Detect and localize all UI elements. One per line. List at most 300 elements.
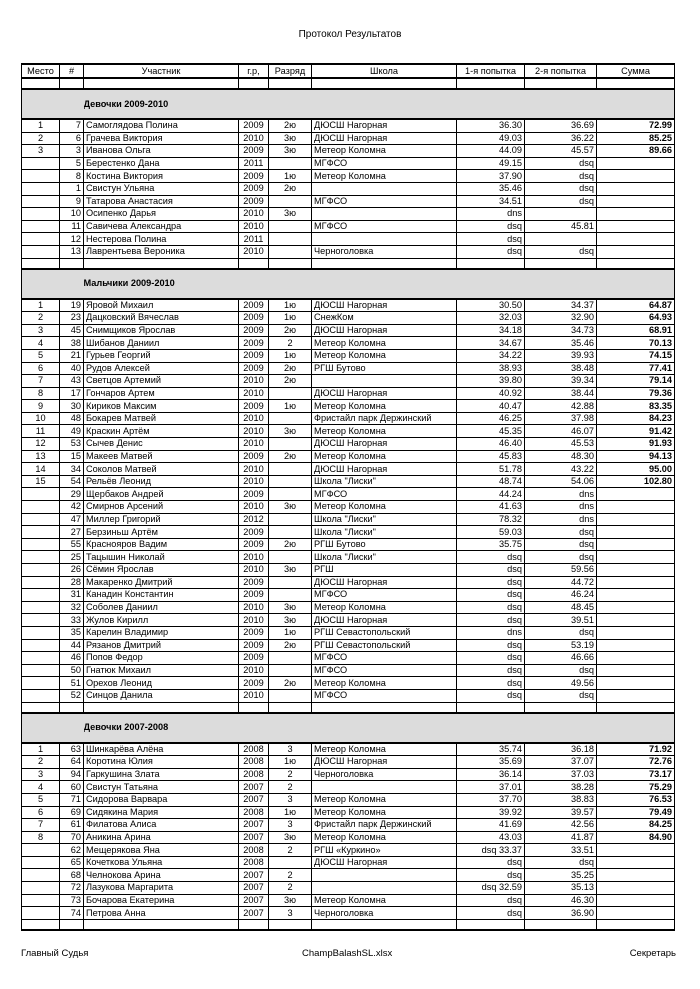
cell-run2: 33.51 — [525, 844, 597, 857]
cell-run2: 45.53 — [525, 438, 597, 451]
spacer-cell — [525, 702, 597, 713]
result-row — [22, 844, 675, 857]
cell-year: 2007 — [239, 831, 269, 844]
cell-school: Фристайл парк Держинский — [312, 412, 457, 425]
cell-total — [597, 182, 675, 195]
cell-total: 95.00 — [597, 463, 675, 476]
cell-name: Берестенко Дана — [84, 157, 239, 170]
cell-rank: 2ю — [269, 119, 312, 132]
cell-run1: dsq — [457, 245, 525, 258]
cell-run1: 51.78 — [457, 463, 525, 476]
result-row — [22, 538, 675, 551]
group-spacer-row — [22, 702, 675, 713]
cell-bib: 10 — [60, 208, 84, 221]
cell-year: 2008 — [239, 756, 269, 769]
cell-place — [22, 601, 60, 614]
cell-bib: 48 — [60, 412, 84, 425]
cell-run2: 53.19 — [525, 639, 597, 652]
cell-rank — [269, 195, 312, 208]
cell-place — [22, 664, 60, 677]
cell-total: 64.87 — [597, 299, 675, 312]
cell-bib: 68 — [60, 869, 84, 882]
cell-rank — [269, 589, 312, 602]
cell-run2: 36.90 — [525, 907, 597, 920]
spacer-cell — [525, 919, 597, 930]
result-row — [22, 220, 675, 233]
cell-total — [597, 170, 675, 183]
cell-rank — [269, 412, 312, 425]
cell-name: Миллер Григорий — [84, 513, 239, 526]
cell-school — [312, 182, 457, 195]
cell-bib: 50 — [60, 664, 84, 677]
cell-run1: dsq — [457, 601, 525, 614]
cell-rank — [269, 475, 312, 488]
cell-name: Тацышин Николай — [84, 551, 239, 564]
cell-place: 4 — [22, 781, 60, 794]
cell-rank: 2 — [269, 882, 312, 895]
group-title-row — [22, 713, 675, 743]
cell-school: ДЮСШ Нагорная — [312, 132, 457, 145]
cell-run1: 35.46 — [457, 182, 525, 195]
cell-name: Макеев Матвей — [84, 450, 239, 463]
cell-total — [597, 195, 675, 208]
spacer-cell — [269, 78, 312, 89]
cell-school: Метеор Коломна — [312, 601, 457, 614]
header-school: Школа — [312, 64, 457, 78]
spacer-cell — [312, 78, 457, 89]
cell-bib: 26 — [60, 564, 84, 577]
cell-place — [22, 589, 60, 602]
cell-year: 2010 — [239, 438, 269, 451]
cell-place: 12 — [22, 438, 60, 451]
cell-run1: dsq — [457, 856, 525, 869]
cell-name: Осипенко Дарья — [84, 208, 239, 221]
cell-name: Гаркушина Злата — [84, 768, 239, 781]
results-table-container — [21, 63, 674, 931]
cell-year: 2010 — [239, 132, 269, 145]
cell-year: 2010 — [239, 412, 269, 425]
cell-rank: 1ю — [269, 400, 312, 413]
result-row — [22, 564, 675, 577]
cell-rank — [269, 513, 312, 526]
cell-total: 89.66 — [597, 145, 675, 158]
cell-run2: 38.28 — [525, 781, 597, 794]
cell-school: МГФСО — [312, 589, 457, 602]
cell-total — [597, 157, 675, 170]
group-title: Девочки 2009-2010 — [84, 89, 675, 119]
cell-bib: 45 — [60, 324, 84, 337]
spacer-cell — [457, 78, 525, 89]
cell-year: 2009 — [239, 589, 269, 602]
cell-place — [22, 626, 60, 639]
cell-rank: 1ю — [269, 626, 312, 639]
cell-school: Школа "Лиски" — [312, 513, 457, 526]
cell-bib: 9 — [60, 195, 84, 208]
result-row — [22, 362, 675, 375]
cell-bib: 40 — [60, 362, 84, 375]
result-row — [22, 589, 675, 602]
cell-rank — [269, 245, 312, 258]
footer-chief-judge: Главный Судья — [21, 948, 89, 959]
cell-name: Соколов Матвей — [84, 463, 239, 476]
cell-total — [597, 626, 675, 639]
cell-rank: 3ю — [269, 208, 312, 221]
cell-place: 5 — [22, 349, 60, 362]
cell-total: 72.76 — [597, 756, 675, 769]
cell-run2: 39.51 — [525, 614, 597, 627]
cell-total — [597, 689, 675, 702]
result-row — [22, 882, 675, 895]
cell-place — [22, 907, 60, 920]
result-row — [22, 438, 675, 451]
cell-total — [597, 601, 675, 614]
cell-run2: dns — [525, 501, 597, 514]
cell-name: Татарова Анастасия — [84, 195, 239, 208]
cell-run1: dsq — [457, 664, 525, 677]
spacer-cell — [457, 702, 525, 713]
result-row — [22, 869, 675, 882]
cell-year: 2009 — [239, 677, 269, 690]
cell-total — [597, 513, 675, 526]
cell-rank: 2 — [269, 869, 312, 882]
cell-bib: 63 — [60, 743, 84, 756]
cell-school: Метеор Коломна — [312, 743, 457, 756]
cell-bib: 52 — [60, 689, 84, 702]
cell-run2: 34.73 — [525, 324, 597, 337]
cell-place: 10 — [22, 412, 60, 425]
cell-run2: 36.69 — [525, 119, 597, 132]
result-row — [22, 387, 675, 400]
cell-place — [22, 233, 60, 246]
cell-run1: 37.70 — [457, 793, 525, 806]
cell-school — [312, 375, 457, 388]
cell-rank — [269, 652, 312, 665]
cell-run1: 45.83 — [457, 450, 525, 463]
cell-school: Фристайл парк Держинский — [312, 819, 457, 832]
cell-total — [597, 652, 675, 665]
cell-total: 79.36 — [597, 387, 675, 400]
cell-name: Берзиньш Артём — [84, 526, 239, 539]
cell-school: Метеор Коломна — [312, 450, 457, 463]
cell-year: 2009 — [239, 362, 269, 375]
cell-rank: 3ю — [269, 894, 312, 907]
cell-school — [312, 233, 457, 246]
cell-rank: 3 — [269, 819, 312, 832]
cell-year: 2009 — [239, 450, 269, 463]
cell-place — [22, 551, 60, 564]
cell-total — [597, 233, 675, 246]
cell-run2: 35.46 — [525, 337, 597, 350]
cell-name: Гончаров Артем — [84, 387, 239, 400]
cell-year: 2009 — [239, 145, 269, 158]
spacer-cell — [84, 78, 239, 89]
cell-run1: 39.92 — [457, 806, 525, 819]
spacer-cell — [239, 258, 269, 269]
cell-place — [22, 170, 60, 183]
cell-place — [22, 538, 60, 551]
cell-bib: 17 — [60, 387, 84, 400]
cell-name: Свистун Татьяна — [84, 781, 239, 794]
cell-bib: 64 — [60, 756, 84, 769]
cell-rank — [269, 856, 312, 869]
cell-rank: 3ю — [269, 145, 312, 158]
cell-bib: 29 — [60, 488, 84, 501]
cell-run2: 44.72 — [525, 576, 597, 589]
cell-school: Метеор Коломна — [312, 806, 457, 819]
header-name: Участник — [84, 64, 239, 78]
cell-run2: 59.56 — [525, 564, 597, 577]
cell-name: Яровой Михаил — [84, 299, 239, 312]
cell-school: Метеор Коломна — [312, 894, 457, 907]
spacer-cell — [239, 702, 269, 713]
result-row — [22, 768, 675, 781]
result-row — [22, 626, 675, 639]
cell-name: Жулов Кирилл — [84, 614, 239, 627]
cell-place: 2 — [22, 756, 60, 769]
cell-run2: 35.25 — [525, 869, 597, 882]
cell-place: 1 — [22, 743, 60, 756]
cell-name: Рельёв Леонид — [84, 475, 239, 488]
cell-run2: 41.87 — [525, 831, 597, 844]
cell-name: Карелин Владимир — [84, 626, 239, 639]
cell-name: Шинкарёва Алёна — [84, 743, 239, 756]
cell-run2: 45.57 — [525, 145, 597, 158]
result-row — [22, 157, 675, 170]
cell-rank: 2ю — [269, 362, 312, 375]
cell-place — [22, 856, 60, 869]
cell-year: 2010 — [239, 664, 269, 677]
cell-place: 4 — [22, 337, 60, 350]
cell-run2: dsq — [525, 664, 597, 677]
cell-year: 2007 — [239, 781, 269, 794]
cell-school: ДЮСШ Нагорная — [312, 856, 457, 869]
header-total: Сумма — [597, 64, 675, 78]
cell-total: 79.49 — [597, 806, 675, 819]
cell-run2: 37.98 — [525, 412, 597, 425]
spacer-cell — [239, 78, 269, 89]
cell-run2: 39.93 — [525, 349, 597, 362]
cell-rank — [269, 387, 312, 400]
cell-run1: dsq — [457, 614, 525, 627]
cell-place: 9 — [22, 400, 60, 413]
header-place: Место — [22, 64, 60, 78]
cell-run2: dsq — [525, 526, 597, 539]
result-row — [22, 312, 675, 325]
cell-rank: 3ю — [269, 601, 312, 614]
cell-run1: 36.30 — [457, 119, 525, 132]
cell-name: Филатова Алиса — [84, 819, 239, 832]
cell-total — [597, 907, 675, 920]
cell-name: Грачева Виктория — [84, 132, 239, 145]
cell-total: 79.14 — [597, 375, 675, 388]
header-year: г.р, — [239, 64, 269, 78]
cell-school: Метеор Коломна — [312, 145, 457, 158]
cell-school: ДЮСШ Нагорная — [312, 463, 457, 476]
cell-rank: 3 — [269, 793, 312, 806]
cell-rank: 2 — [269, 768, 312, 781]
group-title-row — [22, 269, 675, 299]
cell-run2: 38.44 — [525, 387, 597, 400]
cell-name: Сидякина Мария — [84, 806, 239, 819]
cell-run2: dsq — [525, 157, 597, 170]
cell-total — [597, 589, 675, 602]
result-row — [22, 324, 675, 337]
cell-bib: 19 — [60, 299, 84, 312]
result-row — [22, 450, 675, 463]
cell-name: Краснояров Вадим — [84, 538, 239, 551]
cell-year: 2007 — [239, 793, 269, 806]
cell-school: РГШ Севастопольский — [312, 626, 457, 639]
result-row — [22, 756, 675, 769]
cell-school: Метеор Коломна — [312, 349, 457, 362]
cell-bib: 23 — [60, 312, 84, 325]
cell-name: Гурьев Георгий — [84, 349, 239, 362]
cell-place: 7 — [22, 375, 60, 388]
spacer-cell — [269, 702, 312, 713]
result-row — [22, 689, 675, 702]
cell-school: Черноголовка — [312, 768, 457, 781]
cell-year: 2009 — [239, 576, 269, 589]
cell-name: Костина Виктория — [84, 170, 239, 183]
cell-rank: 3ю — [269, 614, 312, 627]
spacer-cell — [60, 702, 84, 713]
cell-run1: dns — [457, 208, 525, 221]
cell-bib: 49 — [60, 425, 84, 438]
spacer-cell — [60, 78, 84, 89]
result-row — [22, 400, 675, 413]
spacer-cell — [312, 919, 457, 930]
cell-year: 2009 — [239, 400, 269, 413]
header-bib: # — [60, 64, 84, 78]
cell-school: Черноголовка — [312, 907, 457, 920]
cell-bib: 30 — [60, 400, 84, 413]
cell-school: ДЮСШ Нагорная — [312, 324, 457, 337]
cell-place — [22, 844, 60, 857]
cell-total: 94.13 — [597, 450, 675, 463]
spacer-cell — [22, 78, 60, 89]
result-row — [22, 856, 675, 869]
cell-school: ДЮСШ Нагорная — [312, 576, 457, 589]
cell-place: 2 — [22, 312, 60, 325]
cell-run1: 41.69 — [457, 819, 525, 832]
cell-run1: 37.90 — [457, 170, 525, 183]
cell-bib: 8 — [60, 170, 84, 183]
cell-school: Метеор Коломна — [312, 425, 457, 438]
cell-run2: 35.13 — [525, 882, 597, 895]
cell-place: 8 — [22, 831, 60, 844]
result-row — [22, 576, 675, 589]
cell-total — [597, 488, 675, 501]
cell-rank — [269, 438, 312, 451]
cell-run2: 38.83 — [525, 793, 597, 806]
cell-total — [597, 677, 675, 690]
result-row — [22, 513, 675, 526]
cell-name: Челнокова Арина — [84, 869, 239, 882]
cell-year: 2009 — [239, 312, 269, 325]
cell-school: Метеор Коломна — [312, 337, 457, 350]
cell-name: Попов Федор — [84, 652, 239, 665]
cell-bib: 6 — [60, 132, 84, 145]
cell-run1: 44.24 — [457, 488, 525, 501]
spacer-cell — [239, 919, 269, 930]
group-title-row — [22, 89, 675, 119]
cell-run1: 40.47 — [457, 400, 525, 413]
group-title: Девочки 2007-2008 — [84, 713, 675, 743]
cell-name: Синцов Данила — [84, 689, 239, 702]
cell-school: Метеор Коломна — [312, 170, 457, 183]
cell-name: Щербаков Андрей — [84, 488, 239, 501]
cell-rank: 2ю — [269, 677, 312, 690]
cell-run1: 37.01 — [457, 781, 525, 794]
cell-rank — [269, 463, 312, 476]
cell-place: 3 — [22, 145, 60, 158]
cell-run1: dsq — [457, 564, 525, 577]
cell-year: 2007 — [239, 869, 269, 882]
cell-bib: 42 — [60, 501, 84, 514]
cell-name: Свистун Ульяна — [84, 182, 239, 195]
cell-bib: 53 — [60, 438, 84, 451]
cell-run2: 46.30 — [525, 894, 597, 907]
result-row — [22, 182, 675, 195]
cell-place: 6 — [22, 362, 60, 375]
cell-year: 2010 — [239, 564, 269, 577]
result-row — [22, 132, 675, 145]
result-row — [22, 233, 675, 246]
result-row — [22, 170, 675, 183]
cell-run1: dsq — [457, 589, 525, 602]
cell-rank: 1ю — [269, 349, 312, 362]
cell-year: 2010 — [239, 463, 269, 476]
cell-bib: 46 — [60, 652, 84, 665]
cell-run1: dsq — [457, 652, 525, 665]
cell-rank: 2ю — [269, 639, 312, 652]
cell-total: 84.90 — [597, 831, 675, 844]
cell-bib: 35 — [60, 626, 84, 639]
cell-name: Сидорова Варвара — [84, 793, 239, 806]
cell-run2: dns — [525, 513, 597, 526]
cell-place: 1 — [22, 119, 60, 132]
document-title: Протокол Результатов — [298, 29, 402, 40]
cell-run2: 48.45 — [525, 601, 597, 614]
result-row — [22, 614, 675, 627]
cell-run1: 34.22 — [457, 349, 525, 362]
cell-school: Метеор Коломна — [312, 501, 457, 514]
cell-name: Самоглядова Полина — [84, 119, 239, 132]
cell-name: Соболев Даниил — [84, 601, 239, 614]
results-table — [21, 63, 675, 931]
cell-bib: 47 — [60, 513, 84, 526]
cell-run2: 42.88 — [525, 400, 597, 413]
cell-bib: 73 — [60, 894, 84, 907]
cell-rank: 3ю — [269, 132, 312, 145]
cell-place — [22, 677, 60, 690]
cell-bib: 21 — [60, 349, 84, 362]
cell-school — [312, 882, 457, 895]
cell-total — [597, 844, 675, 857]
cell-bib: 54 — [60, 475, 84, 488]
cell-bib: 34 — [60, 463, 84, 476]
cell-run1: 38.93 — [457, 362, 525, 375]
cell-year: 2007 — [239, 882, 269, 895]
cell-name: Рязанов Дмитрий — [84, 639, 239, 652]
cell-run2 — [525, 233, 597, 246]
spacer-cell — [60, 919, 84, 930]
cell-school: МГФСО — [312, 488, 457, 501]
header-run2: 2-я попытка — [525, 64, 597, 78]
cell-place — [22, 894, 60, 907]
group-spacer-row — [22, 258, 675, 269]
cell-rank — [269, 233, 312, 246]
